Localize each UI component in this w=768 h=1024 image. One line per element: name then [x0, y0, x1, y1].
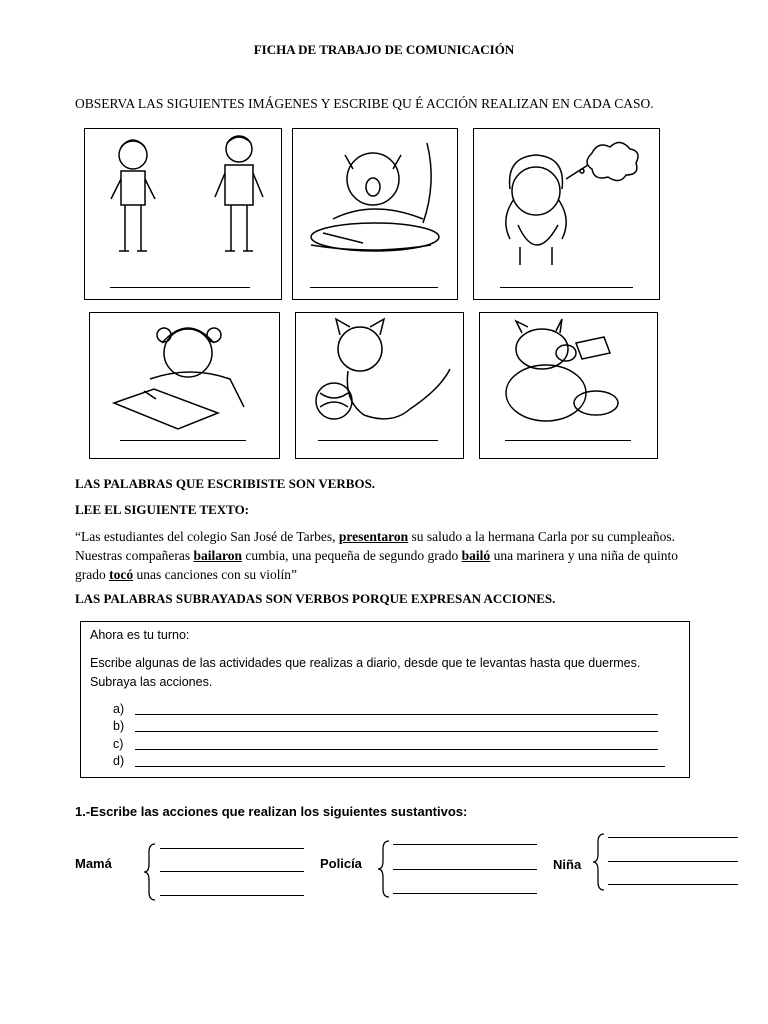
children-talking-icon — [85, 129, 281, 299]
answer-line-5[interactable] — [318, 440, 438, 441]
text-part-1: “Las estudiantes del colegio San José de Tarbes, — [75, 529, 339, 544]
option-line-d[interactable] — [135, 766, 665, 767]
text-part-3: cumbia, una pequeña de segundo grado — [241, 548, 462, 563]
verbs-note: LAS PALABRAS QUE ESCRIBISTE SON VERBOS. — [75, 476, 376, 491]
noun-mama: Mamá — [75, 856, 112, 871]
pig-eating-icon — [480, 313, 657, 458]
option-line-b[interactable] — [135, 731, 658, 732]
nina-line-1[interactable] — [608, 837, 738, 838]
option-label-b: b) — [113, 719, 125, 733]
text-part-4: una marinera y una niña de quinto grado — [75, 548, 679, 582]
answer-line-6[interactable] — [505, 440, 631, 441]
option-line-a[interactable] — [135, 714, 658, 715]
brace-icon — [592, 833, 606, 891]
text-part-5: unas canciones con su violín” — [133, 567, 297, 582]
option-label-d: d) — [113, 754, 125, 768]
brace-icon — [143, 843, 157, 901]
instruction-text: OBSERVA LAS SIGUIENTES IMÁGENES Y ESCRIBE QU É ACCIÓN REALIZAN EN CADA CASO. — [75, 96, 654, 111]
boy-yawning-icon — [293, 129, 457, 299]
option-label-a: a) — [113, 702, 125, 716]
picture-box-1 — [84, 128, 282, 300]
girl-writing-icon — [90, 313, 279, 458]
nina-line-2[interactable] — [608, 861, 738, 862]
policia-line-2[interactable] — [393, 869, 537, 870]
picture-box-6 — [479, 312, 658, 459]
verb-presentaron: presentaron — [338, 529, 409, 544]
reading-text — [75, 527, 695, 584]
verb-toco: tocó — [109, 567, 134, 582]
mama-line-3[interactable] — [160, 895, 304, 896]
picture-box-4 — [89, 312, 280, 459]
option-line-c[interactable] — [135, 749, 658, 750]
verb-bailo: bailó — [461, 548, 491, 563]
text-part-2: su saludo a la hermana Carla por su cumpleaños. Nuestras compañeras — [75, 529, 676, 563]
nina-line-3[interactable] — [608, 884, 738, 885]
mama-line-2[interactable] — [160, 871, 304, 872]
answer-line-3[interactable] — [500, 287, 633, 288]
picture-box-2 — [292, 128, 458, 300]
turn-instructions: Escribe algunas de las actividades que realizas a diario, desde que te levantas hasta que duermes. Subraya las acciones. — [90, 656, 641, 689]
policia-line-3[interactable] — [393, 893, 537, 894]
noun-nina: Niña — [553, 857, 582, 872]
answer-line-1[interactable] — [110, 287, 250, 288]
turn-title: Ahora es tu turno: — [90, 628, 190, 642]
option-label-c: c) — [113, 737, 124, 751]
brace-icon — [377, 840, 391, 898]
picture-box-3 — [473, 128, 660, 300]
verb-bailaron: bailaron — [193, 548, 242, 563]
answer-line-4[interactable] — [120, 440, 246, 441]
exercise-title: 1.-Escribe las acciones que realizan los siguientes sustantivos: — [75, 804, 468, 819]
your-turn-box — [80, 621, 690, 778]
girl-thinking-icon — [474, 129, 659, 299]
answer-line-2[interactable] — [310, 287, 438, 288]
picture-box-5 — [295, 312, 464, 459]
page-title: FICHA DE TRABAJO DE COMUNICACIÓN — [253, 42, 515, 57]
underlined-note: LAS PALABRAS SUBRAYADAS SON VERBOS PORQUE EXPRESAN ACCIONES. — [75, 591, 556, 606]
policia-line-1[interactable] — [393, 844, 537, 845]
cat-playing-yarn-icon — [296, 313, 463, 458]
mama-line-1[interactable] — [160, 848, 304, 849]
noun-policia: Policía — [320, 856, 362, 871]
read-heading: LEE EL SIGUIENTE TEXTO: — [75, 502, 250, 517]
